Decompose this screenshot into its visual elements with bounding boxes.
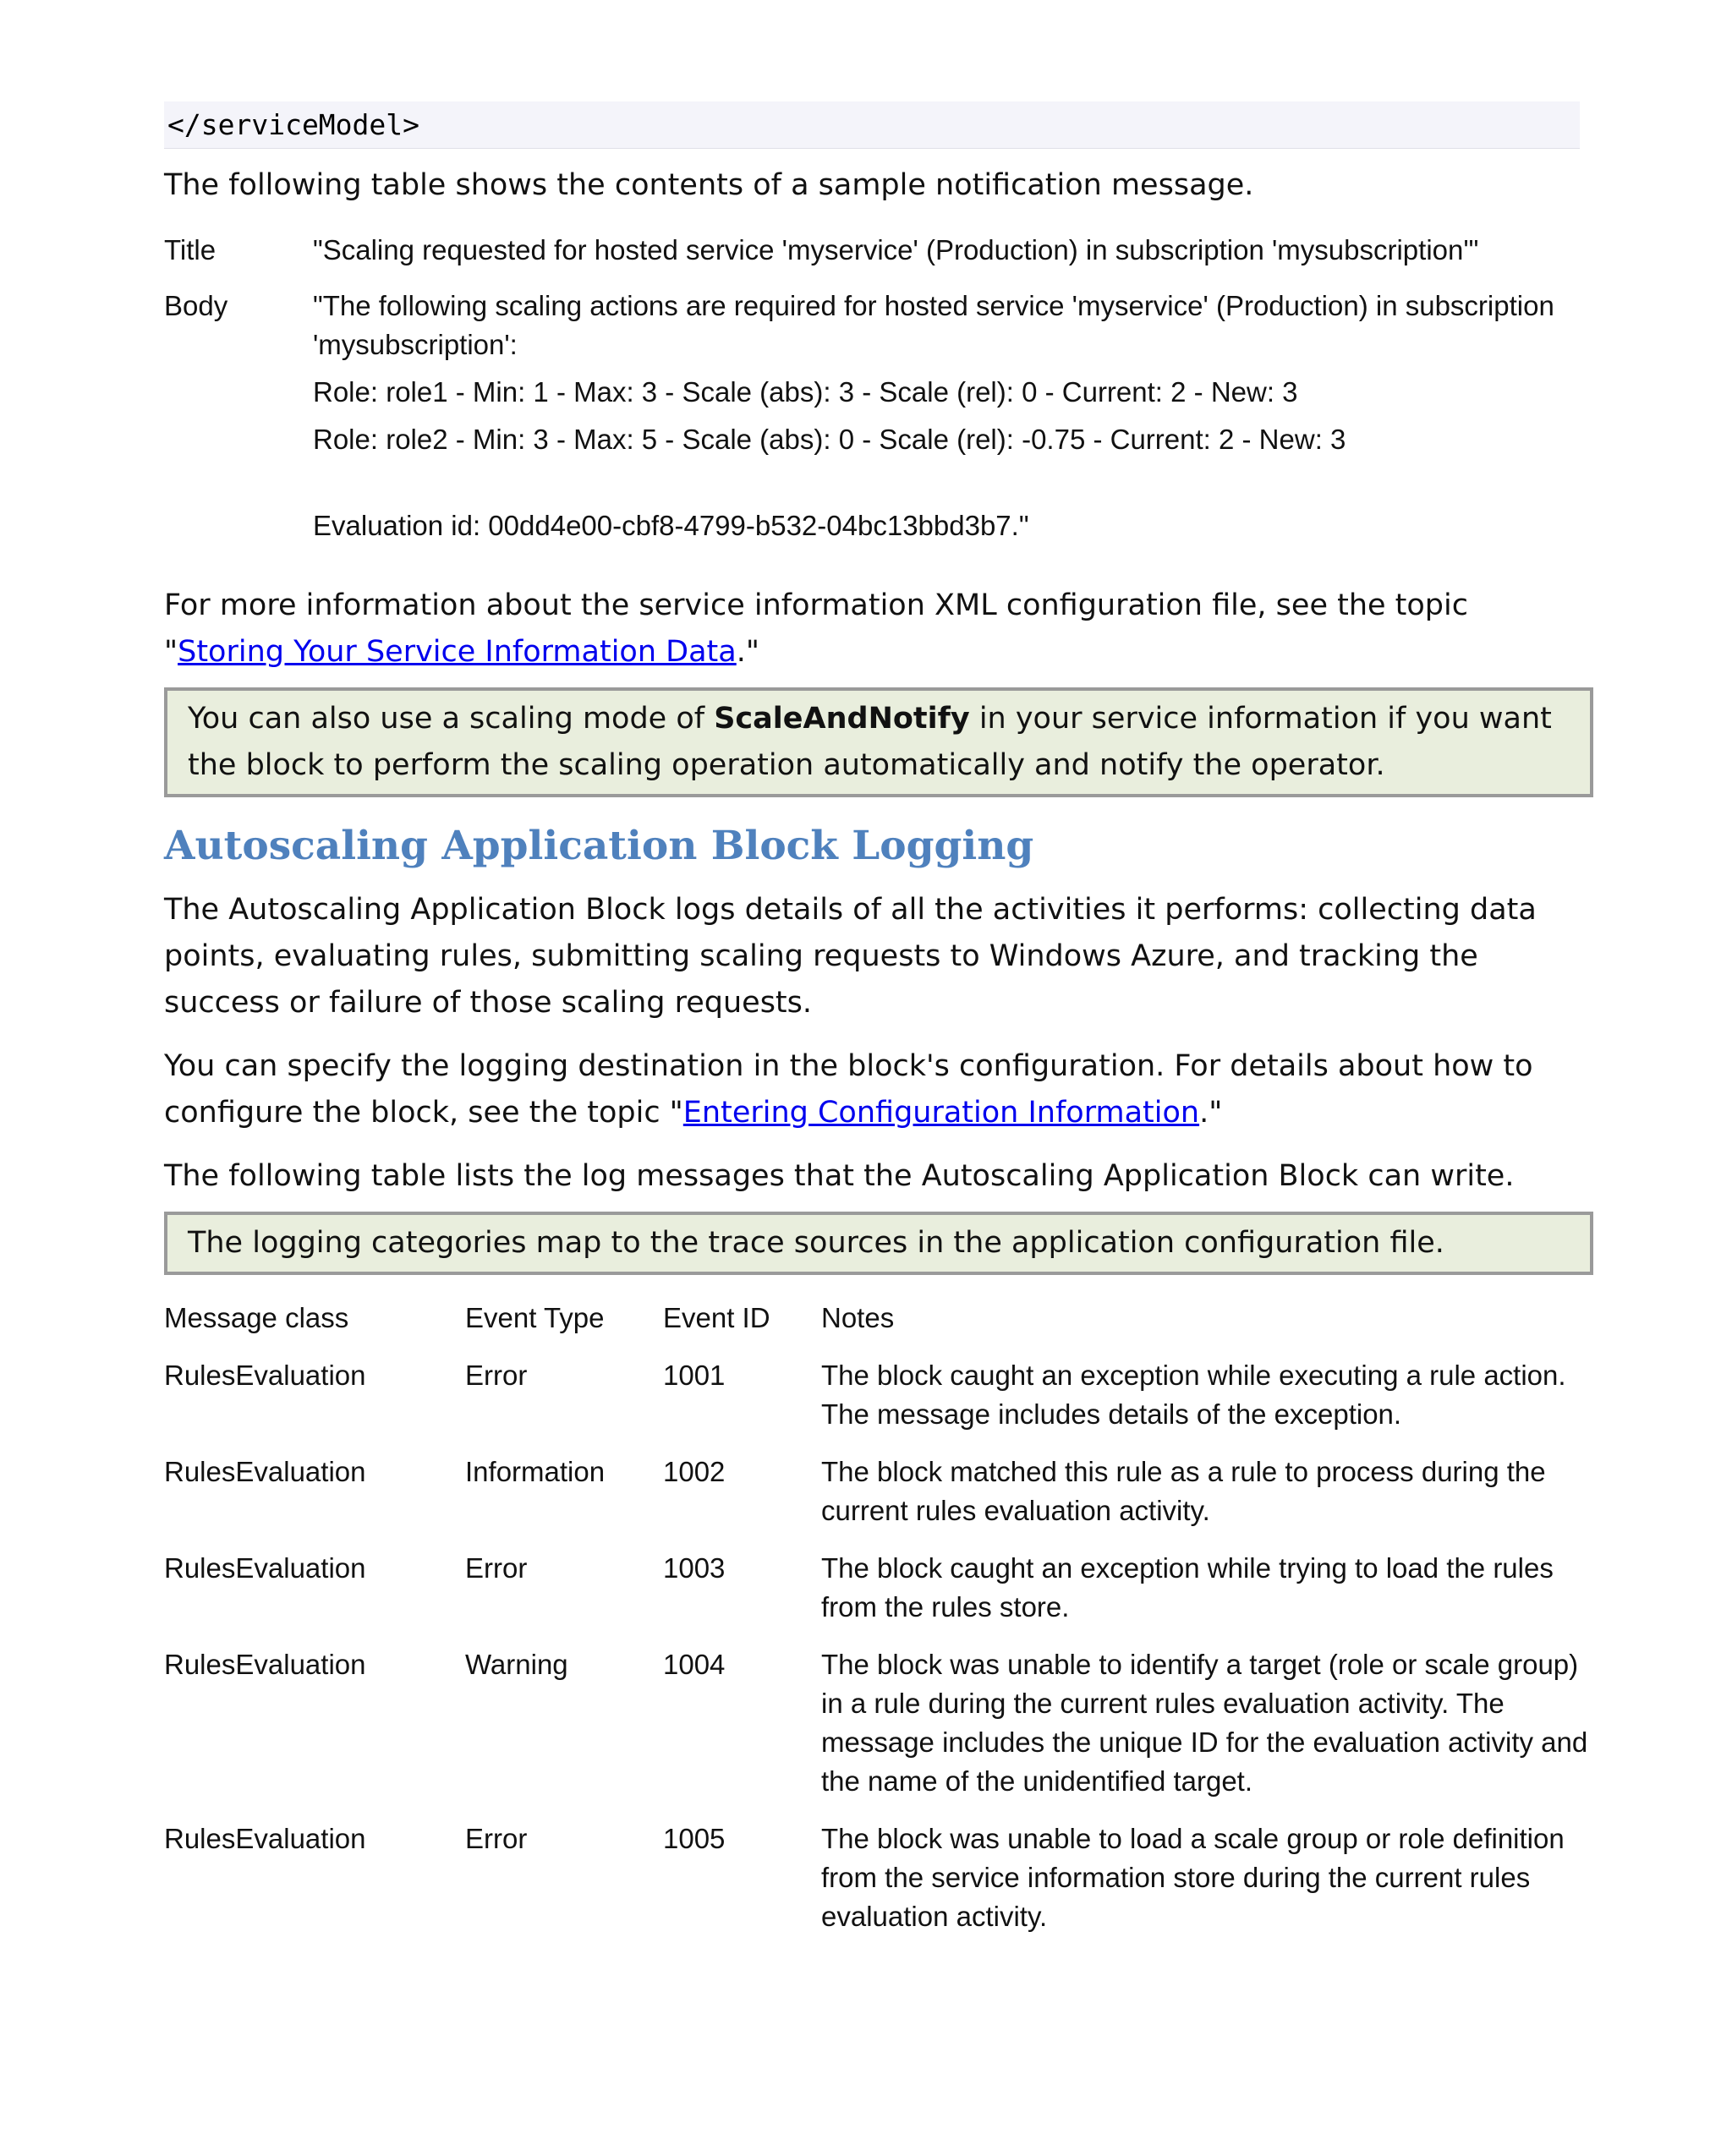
header-event-type: Event Type [465,1302,605,1333]
document-page [164,101,1593,1955]
table-row [164,1645,1593,1819]
note-scale-and-notify [164,687,1593,797]
title-value: "Scaling requested for hosted service 'myservice' (Production) in subscription 'mysubscription'" [313,234,1479,265]
table-row [164,1453,1593,1549]
cell-notes: The block was unable to identify a target (role or scale group) in a rule during the current rules evaluation activity. The message includes the unique ID for the evaluation activity and the name of the unidentified target. [821,1649,1588,1797]
notification-title-row [164,231,1593,270]
table-header-row [164,1299,1593,1356]
body-line: Role: role1 - Min: 1 - Max: 3 - Scale (abs): 3 - Scale (rel): 0 - Current: 2 - New: 3 [313,376,1298,408]
cell-notes: The block matched this rule as a rule to process during the current rules evaluation activity. [821,1456,1546,1526]
storing-service-info-link[interactable]: Storing Your Service Information Data [178,635,737,669]
cell-event-id: 1001 [663,1360,726,1391]
table-row [164,1819,1593,1955]
body-value [313,287,1593,545]
log-messages-table [164,1299,1593,1955]
cell-notes: The block was unable to load a scale group or role definition from the service information store during the current rules evaluation activity. [821,1823,1565,1932]
note-text: You can also use a scaling mode of [188,702,715,736]
config-suffix: ." [1199,1096,1223,1130]
config-paragraph [164,1043,1593,1136]
cell-event-id: 1004 [663,1649,726,1680]
table-row [164,1356,1593,1453]
cell-notes: The block caught an exception while trying to load the rules from the rules store. [821,1552,1554,1622]
cell-event-type: Warning [465,1649,568,1680]
cell-message-class: RulesEvaluation [164,1360,366,1391]
more-info-suffix: ." [736,635,759,669]
body-line: Role: role2 - Min: 3 - Max: 5 - Scale (abs): 0 - Scale (rel): -0.75 - Current: 2 - New: 3 [313,424,1346,455]
title-label: Title [164,234,216,265]
note-logging-categories: The logging categories map to the trace sources in the application configuration file. [164,1212,1593,1275]
body-line: Evaluation id: 00dd4e00-cbf8-4799-b532-04bc13bbd3b7." [313,510,1029,541]
cell-event-type: Information [465,1456,606,1487]
more-info-text: For more information about the service information XML configuration file, see the topic " [164,588,1468,669]
cell-event-type: Error [465,1360,528,1391]
note-text-suffix: in your service information if you want the block to perform the scaling operation automatically and notify the operator. [188,702,1552,782]
cell-message-class: RulesEvaluation [164,1823,366,1854]
header-event-id: Event ID [663,1302,770,1333]
cell-event-id: 1002 [663,1456,726,1487]
header-notes: Notes [821,1302,895,1333]
cell-message-class: RulesEvaluation [164,1649,366,1680]
logging-paragraph: The Autoscaling Application Block logs details of all the activities it performs: collecting data points, evaluating rules, submitting scaling requests to Windows Azure, and tracking the success or failure of those scaling requests. [164,893,1537,1020]
notification-table [164,231,1593,545]
table-intro-paragraph: The following table lists the log messages that the Autoscaling Application Block can write. [164,1159,1515,1193]
entering-config-info-link[interactable]: Entering Configuration Information [682,1096,1200,1130]
section-heading: Autoscaling Application Block Logging [164,823,1034,869]
cell-notes: The block caught an exception while executing a rule action. The message includes details of the exception. [821,1360,1566,1430]
config-text: You can specify the logging destination in the block's configuration. For details about how to configure the block, see the topic " [164,1049,1533,1130]
more-info-paragraph [164,583,1593,676]
body-label: Body [164,290,228,321]
cell-event-id: 1003 [663,1552,726,1584]
note-bold-mode: ScaleAndNotify [714,702,970,736]
body-line: "The following scaling actions are required for hosted service 'myservice' (Production) in subscription 'mysubscription': [313,290,1554,360]
cell-event-type: Error [465,1552,528,1584]
cell-event-id: 1005 [663,1823,726,1854]
header-message-class: Message class [164,1302,349,1333]
cell-event-type: Error [465,1823,528,1854]
intro-paragraph: The following table shows the contents of a sample notification message. [164,168,1254,202]
code-line: </serviceModel> [164,101,1580,149]
table-row [164,1549,1593,1645]
cell-message-class: RulesEvaluation [164,1552,366,1584]
notification-body-row [164,287,1593,545]
cell-message-class: RulesEvaluation [164,1456,366,1487]
